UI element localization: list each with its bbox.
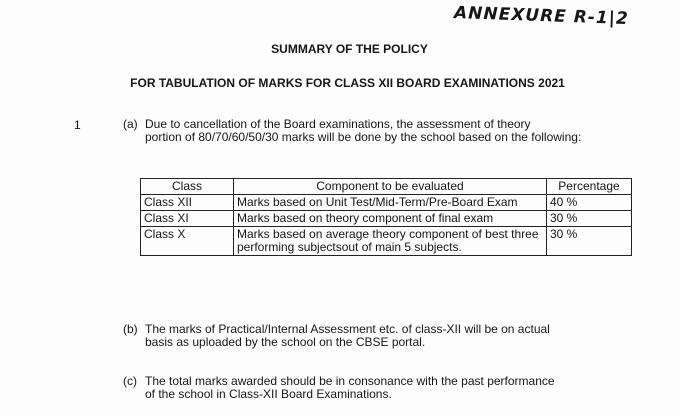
item-number: 1 [74,118,81,132]
header-component: Component to be evaluated [234,179,547,195]
paragraph-b [123,323,635,349]
document-title: SUMMARY OF THE POLICY [271,42,428,56]
cell-class: Class XII [141,195,234,211]
cell-component: Marks based on theory component of final exam [234,211,547,227]
header-class: Class [141,179,234,195]
paragraph-c [123,375,635,401]
paragraph-c-first-line: The total marks awarded should be in consonance with the past performance [145,374,555,388]
cell-percentage: 40 % [547,195,632,211]
cell-component: Marks based on Unit Test/Mid-Term/Pre-Board Exam [234,195,547,211]
header-percentage: Percentage [547,179,632,195]
document-subtitle: FOR TABULATION OF MARKS FOR CLASS XII BOARD EXAMINATIONS 2021 [130,76,565,90]
paragraph-c-lead: (c) [123,374,137,388]
table-row [141,211,632,227]
cell-class: Class X [141,227,234,256]
paragraph-a [123,118,635,144]
paragraph-a-lead: (a) [123,117,138,131]
cell-class: Class XI [141,211,234,227]
cell-percentage: 30 % [547,211,632,227]
paragraph-b-first-line: The marks of Practical/Internal Assessment etc. of class-XII will be on actual [145,322,550,336]
paragraph-c-rest: of the school in Class-XII Board Examinations. [145,387,392,401]
marks-table [140,178,632,256]
table-row [141,227,632,256]
paragraph-a-rest: portion of 80/70/60/50/30 marks will be done by the school based on the following: [145,130,582,144]
table-header-row [141,179,632,195]
paragraph-a-first-line: Due to cancellation of the Board examinations, the assessment of theory [145,117,531,131]
cell-component: Marks based on average theory component of best three performing subjectsout of main 5 subjects. [234,227,547,256]
paragraph-b-lead: (b) [123,322,138,336]
paragraph-b-rest: basis as uploaded by the school on the CBSE portal. [145,335,426,349]
table-row [141,195,632,211]
annexure-handwritten-label: ANNEXURE R-1|2 [453,2,630,30]
cell-percentage: 30 % [547,227,632,256]
